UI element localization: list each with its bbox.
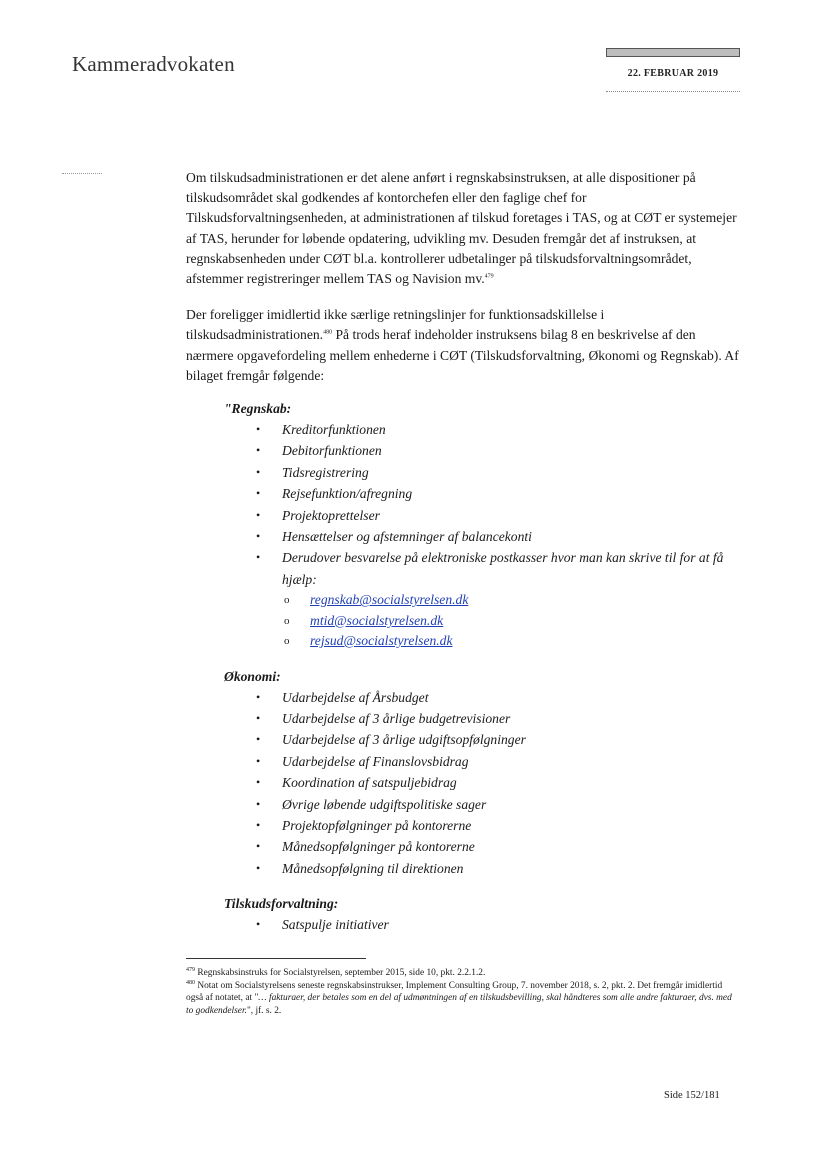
paragraph-2-text-a: Der foreligger imidlertid ikke særlige retningslinjer for funktionsadskillelse i tilskudsadministrationen. <box>186 307 605 343</box>
footnote-number: 480 <box>186 979 195 986</box>
footnote-number: 479 <box>186 966 195 973</box>
paragraph-2 <box>186 305 741 386</box>
page-number: Side 152/181 <box>664 1090 720 1101</box>
list-item: • Hensættelser og afstemninger af balancekonti <box>282 526 741 547</box>
list-item-text: Derudover besvarelse på elektroniske postkasser hvor man kan skrive til for at få hjælp: <box>282 550 724 587</box>
list-item: • Månedsopfølgninger på kontorerne <box>282 836 741 857</box>
document-date: 22. FEBRUAR 2019 <box>627 68 719 79</box>
footnote-divider <box>186 958 366 959</box>
footnote-text-b: ", jf. s. 2. <box>246 1005 282 1016</box>
email-link-regnskab[interactable]: regnskab@socialstyrelsen.dk <box>310 592 469 608</box>
list-okonomi <box>224 687 741 880</box>
section-title-okonomi: Økonomi: <box>224 668 281 684</box>
footnote-text: Regnskabsinstruks for Socialstyrelsen, september 2015, side 10, pkt. 2.2.1.2. <box>195 968 486 978</box>
footnote-ref-479[interactable]: 479 <box>484 273 494 280</box>
list-item: • Kreditorfunktionen <box>282 419 741 440</box>
date-rule <box>606 91 740 92</box>
main-content <box>186 168 741 936</box>
list-item: • Udarbejdelse af Årsbudget <box>282 687 741 708</box>
mailbox-item <box>310 631 741 651</box>
section-regnskab <box>224 398 741 651</box>
footnote-quote: … fakturaer, der betales som en del af udmøntningen af en tilskudsbevilling, skal håndteres som alle andre fakturaer, dvs. med to godkendelser. <box>186 993 732 1016</box>
margin-mark <box>62 173 102 174</box>
section-title-tilskudsforvaltning: Tilskudsforvaltning: <box>224 896 339 912</box>
footnote-text-a: Notat om Socialstyrelsens seneste regnskabsinstrukser, Implement Consulting Group, 7. november 2018, s. 2, pkt. 2. Det fremgår imidlertid også af notatet, at " <box>186 980 723 1004</box>
paragraph-1 <box>186 168 741 289</box>
list-regnskab <box>224 419 741 651</box>
footnote-480 <box>186 980 741 1018</box>
email-link-mtid[interactable]: mtid@socialstyrelsen.dk <box>310 612 444 628</box>
list-item: • Udarbejdelse af 3 årlige udgiftsopfølgninger <box>282 729 741 750</box>
list-item: • Månedsopfølgning til direktionen <box>282 858 741 879</box>
section-tilskudsforvaltning <box>224 893 741 935</box>
list-item: • Tidsregistrering <box>282 462 741 483</box>
footnote-ref-480[interactable]: 480 <box>323 329 333 336</box>
date-box-bar <box>606 48 740 57</box>
footnote-479 <box>186 967 741 980</box>
list-tilskudsforvaltning <box>224 914 741 935</box>
list-item: • Øvrige løbende udgiftspolitiske sager <box>282 794 741 815</box>
brand-name: Kammeradvokaten <box>72 52 235 76</box>
paragraph-2-text-b: På trods heraf indeholder instruksens bilag 8 en beskrivelse af den nærmere opgavefordeling mellem enhederne i CØT (Tilskudsforvaltning, Økonomi og Regnskab). Af bilaget fremgår følgende: <box>186 327 739 383</box>
list-item: • Koordination af satspuljebidrag <box>282 772 741 793</box>
footnotes <box>186 958 741 1017</box>
section-title-regnskab: "Regnskab: <box>224 401 292 417</box>
mailbox-item <box>310 611 741 631</box>
date-box <box>606 48 740 92</box>
paragraph-1-text: Om tilskudsadministrationen er det alene anført i regnskabsinstruksen, at alle dispositioner på tilskudsområdet skal godkendes af kontorchefen eller den faglige chef for Tilskudsforvaltningsenheden, at administrationen af tilskud foretages i TAS, og at CØT er systemejer af TAS, herunder for løbende opdatering, udvikling mv. Desuden fremgår det af instruksen, at regnskabsenheden under CØT bl.a. kontrollerer udbetalinger på tilskudsforvaltningsområdet, afstemmer registreringer mellem TAS og Navision mv. <box>186 170 737 287</box>
list-item: • Projektoprettelser <box>282 505 741 526</box>
list-item-mailboxes <box>282 547 741 651</box>
list-item: • Udarbejdelse af 3 årlige budgetrevisioner <box>282 708 741 729</box>
list-item: • Debitorfunktionen <box>282 440 741 461</box>
list-item: • Projektopfølgninger på kontorerne <box>282 815 741 836</box>
mailbox-item <box>310 590 741 610</box>
list-item: • Udarbejdelse af Finanslovsbidrag <box>282 751 741 772</box>
list-item: • Rejsefunktion/afregning <box>282 483 741 504</box>
mailbox-list <box>282 590 741 651</box>
list-item: • Satspulje initiativer <box>282 914 741 935</box>
email-link-rejsud[interactable]: rejsud@socialstyrelsen.dk <box>310 633 453 649</box>
section-okonomi <box>224 666 741 880</box>
